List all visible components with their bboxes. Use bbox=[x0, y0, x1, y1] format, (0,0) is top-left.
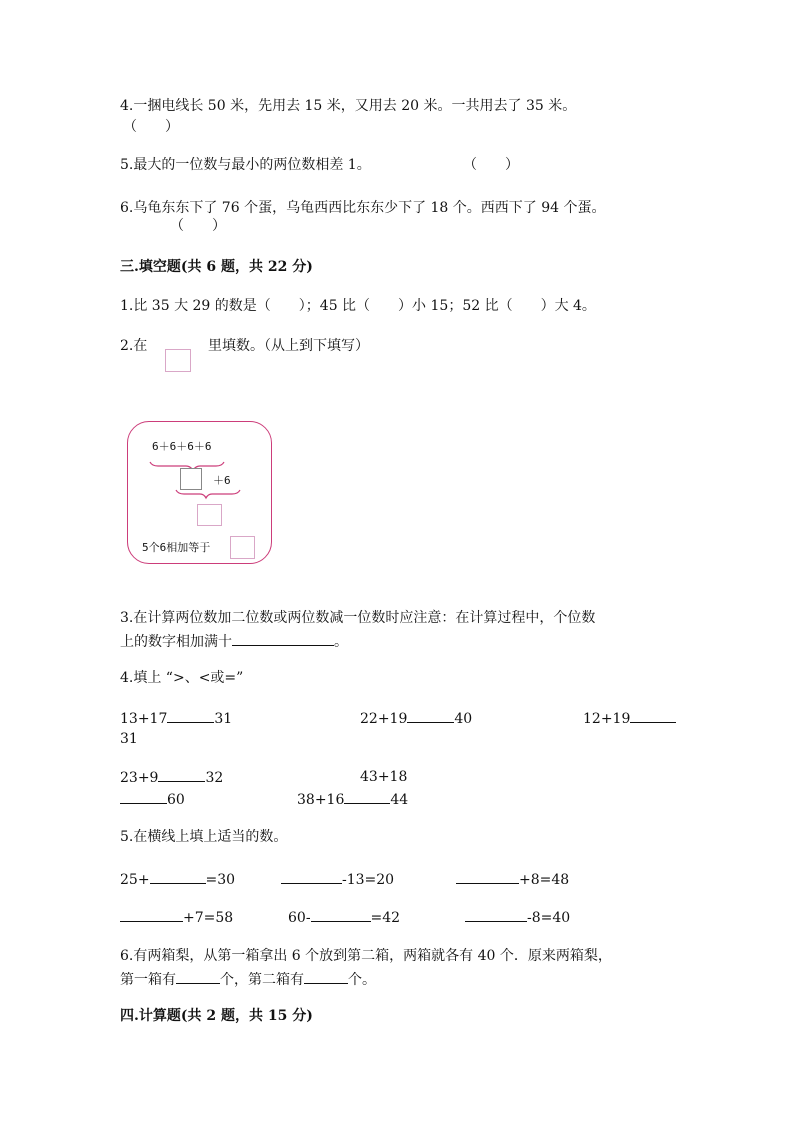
figure-answer-box-1[interactable] bbox=[180, 468, 202, 490]
addition-figure bbox=[127, 421, 272, 564]
compare-d-left: 23+9 bbox=[120, 770, 159, 786]
answer-paren-5[interactable]: （ ） bbox=[463, 157, 519, 173]
figure-answer-box-3[interactable] bbox=[230, 536, 255, 559]
compare-f-blank[interactable] bbox=[344, 789, 390, 804]
figure-answer-box-2[interactable] bbox=[197, 504, 222, 526]
equation-f bbox=[465, 907, 570, 928]
compare-e-blank[interactable] bbox=[120, 789, 167, 804]
equation-e bbox=[288, 907, 400, 928]
fill-item-3-line1: 3.在计算两位数加二位数或两位数减一位数时应注意：在计算过程中，个位数 bbox=[120, 610, 596, 626]
equation-e-blank[interactable] bbox=[311, 907, 371, 922]
equation-f-blank[interactable] bbox=[465, 907, 527, 922]
section-3-title: 三.填空题(共 6 题，共 22 分) bbox=[120, 259, 313, 275]
compare-b-blank[interactable] bbox=[407, 708, 454, 723]
figure-sum-line: 6＋6＋6＋6 bbox=[152, 440, 212, 453]
equation-b-right: -13=20 bbox=[342, 872, 395, 888]
equation-c-right: +8=48 bbox=[519, 872, 570, 888]
compare-f-right: 44 bbox=[390, 792, 409, 808]
equation-f-right: -8=40 bbox=[527, 910, 571, 926]
equation-a-left: 25+ bbox=[120, 872, 150, 888]
compare-e-right: 60 bbox=[167, 792, 185, 808]
blank-line[interactable] bbox=[232, 631, 334, 646]
fill-item-6-text-c: 个。 bbox=[348, 972, 376, 988]
compare-d-right: 32 bbox=[205, 770, 224, 786]
equation-d bbox=[120, 907, 233, 928]
answer-paren-4[interactable]: （ ） bbox=[123, 119, 179, 135]
compare-d bbox=[120, 767, 223, 788]
second-box-blank[interactable] bbox=[304, 969, 348, 984]
equation-b-blank[interactable] bbox=[281, 869, 342, 884]
section-4-title: 四.计算题(共 2 题，共 15 分) bbox=[120, 1008, 313, 1024]
equation-d-right: +7=58 bbox=[183, 910, 234, 926]
compare-f bbox=[297, 789, 408, 810]
fill-item-4-title: 4.填上 “>、<或=” bbox=[120, 670, 244, 686]
compare-c-blank[interactable] bbox=[630, 708, 676, 723]
fill-item-3-line2 bbox=[120, 631, 348, 652]
equation-a-right: =30 bbox=[205, 872, 236, 888]
fill-item-6-text-b: 个，第二箱有 bbox=[220, 972, 304, 988]
fill-item-2-suffix: 里填数。（从上到下填写） bbox=[208, 338, 369, 354]
figure-caption: 5个6相加等于 bbox=[142, 541, 211, 554]
equation-a-blank[interactable] bbox=[150, 869, 206, 884]
equation-e-right: =42 bbox=[370, 910, 401, 926]
equation-a bbox=[120, 869, 235, 890]
figure-plus-six: ＋6 bbox=[213, 474, 231, 487]
equation-c bbox=[456, 869, 569, 890]
compare-d-blank[interactable] bbox=[158, 767, 205, 782]
compare-c-right: 31 bbox=[120, 731, 138, 747]
fill-item-3-text: 上的数字相加满十 bbox=[120, 634, 232, 650]
fill-item-2-prefix: 2.在 bbox=[120, 338, 148, 354]
compare-a-left: 13+17 bbox=[120, 711, 168, 727]
judge-item-6: 6.乌龟东东下了 76 个蛋，乌龟西西比东东少下了 18 个。西西下了 94 个蛋。 bbox=[120, 200, 606, 216]
compare-b-right: 40 bbox=[454, 711, 473, 727]
judge-item-5: 5.最大的一位数与最小的两位数相差 1。 bbox=[120, 157, 371, 173]
compare-c bbox=[583, 708, 676, 729]
fill-item-5-title: 5.在横线上填上适当的数。 bbox=[120, 829, 288, 845]
compare-b-left: 22+19 bbox=[360, 711, 408, 727]
equation-c-blank[interactable] bbox=[456, 869, 519, 884]
compare-b bbox=[360, 708, 472, 729]
fill-item-6-line1: 6.有两箱梨，从第一箱拿出 6 个放到第二箱，两箱就各有 40 个．原来两箱梨， bbox=[120, 948, 612, 964]
fill-item-6-line2 bbox=[120, 969, 376, 990]
compare-e-second bbox=[120, 789, 185, 810]
fill-item-6-text-a: 第一箱有 bbox=[120, 972, 176, 988]
judge-item-4: 4.一捆电线长 50 米，先用去 15 米，又用去 20 米。一共用去了 35 米。 bbox=[120, 98, 577, 114]
equation-e-left: 60- bbox=[288, 910, 311, 926]
inline-box-sample bbox=[165, 349, 191, 372]
compare-a-blank[interactable] bbox=[167, 708, 214, 723]
compare-f-left: 38+16 bbox=[297, 792, 345, 808]
compare-e-left: 43+18 bbox=[360, 769, 408, 785]
compare-a bbox=[120, 708, 232, 729]
compare-a-right: 31 bbox=[214, 711, 233, 727]
fill-item-3-end: 。 bbox=[334, 634, 348, 650]
compare-c-left: 12+19 bbox=[583, 711, 631, 727]
answer-paren-6[interactable]: （ ） bbox=[170, 218, 226, 234]
fill-item-1: 1.比 35 大 29 的数是（ ）；45 比（ ）小 15；52 比（ ）大 4。 bbox=[120, 298, 596, 314]
first-box-blank[interactable] bbox=[176, 969, 220, 984]
equation-b bbox=[281, 869, 394, 890]
equation-d-blank[interactable] bbox=[120, 907, 183, 922]
